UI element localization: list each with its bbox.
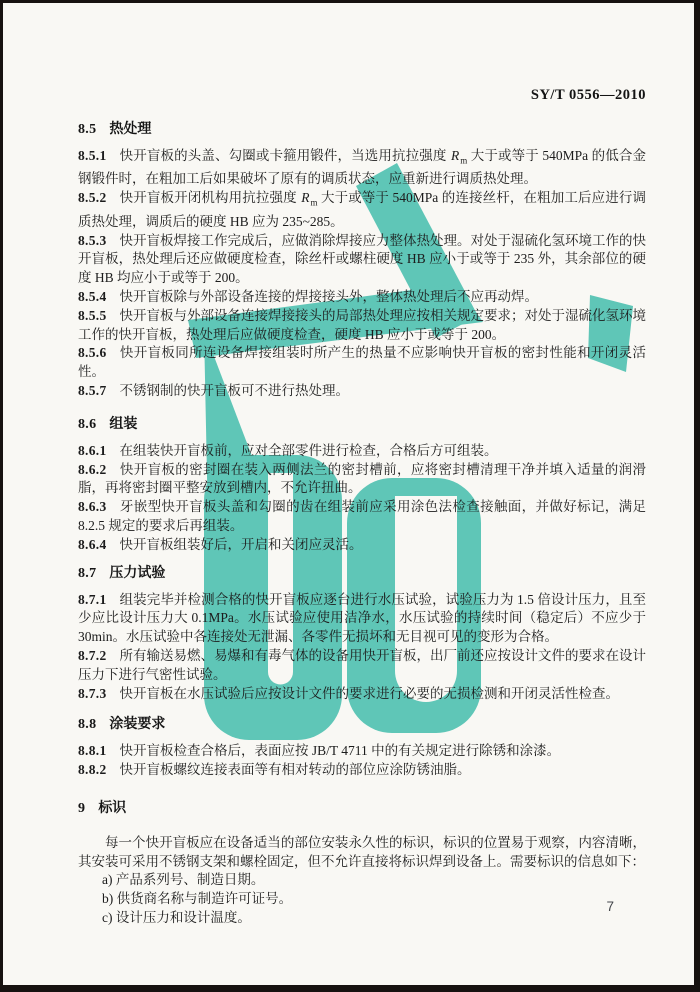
page-number: 7 bbox=[606, 899, 614, 914]
clause-text: 大于或等于 540MPa 的低合金钢锻件时，在粗加工后如果破坏了原有的调质状态，应重新进行调质热处理。 bbox=[78, 148, 646, 187]
clause-text: 快开盲板除与外部设备连接的焊接接头外，整体热处理后不应再动焊。 bbox=[119, 288, 538, 304]
clause-text: 快开盲板的头盖、勾圈或卡箍用锻件，当选用抗拉强度 bbox=[119, 148, 451, 163]
clause-8-7-3 bbox=[78, 685, 646, 704]
clause-number: 8.7.3 bbox=[78, 685, 107, 701]
section-title: 组装 bbox=[109, 416, 138, 432]
standard-code-header: SY/T 0556—2010 bbox=[530, 87, 646, 103]
clause-text: 大于或等于 540MPa 的连接丝杆，在粗加工后应进行调质热处理，调质后的硬度 HB 应为 235~285。 bbox=[78, 190, 646, 229]
section-8-6-heading bbox=[78, 415, 646, 434]
section-number: 8.5 bbox=[78, 122, 97, 137]
clause-text: 快开盲板开闭机构用抗拉强度 bbox=[119, 190, 301, 206]
clause-text: 组装完毕并检测合格的快开盲板应逐台进行水压试验，试验压力为 1.5 倍设计压力，且至少应比设计压力大 0.1MPa。水压试验应使用洁净水，水压试验的持续时间（稳定后）不应少于 30min。水压试验中各连接处无泄漏、各零件无损坏和无目视可见的变形为合格。 bbox=[78, 591, 646, 645]
section-number: 9 bbox=[78, 800, 86, 816]
clause-number: 8.6.4 bbox=[78, 536, 107, 552]
clause-number: 8.5.2 bbox=[78, 190, 107, 206]
section-title: 标识 bbox=[98, 800, 127, 816]
clause-8-5-6 bbox=[78, 344, 646, 382]
clause-number: 8.5.5 bbox=[78, 307, 107, 323]
symbol-R: R bbox=[451, 148, 460, 163]
symbol-R-subscript: m bbox=[310, 197, 318, 208]
section-title: 热处理 bbox=[109, 122, 152, 137]
clause-number: 8.5.3 bbox=[78, 232, 107, 248]
section-8-7-heading bbox=[78, 564, 646, 583]
section-title: 压力试验 bbox=[109, 565, 166, 581]
clause-text: 快开盲板组装好后，开启和关闭应灵活。 bbox=[119, 536, 363, 552]
clause-number: 8.6.2 bbox=[78, 461, 107, 477]
clause-8-5-7 bbox=[78, 382, 646, 401]
clause-number: 8.5.1 bbox=[78, 148, 107, 163]
clause-8-6-3 bbox=[78, 498, 646, 536]
clause-number: 8.6.1 bbox=[78, 442, 107, 458]
clause-8-5-1 bbox=[78, 147, 646, 189]
clause-8-6-1 bbox=[78, 442, 646, 461]
clause-8-8-1 bbox=[78, 742, 646, 761]
clause-8-7-1 bbox=[78, 591, 646, 647]
section-number: 8.7 bbox=[78, 565, 97, 581]
clause-8-5-2 bbox=[78, 189, 646, 231]
clause-number: 8.5.6 bbox=[78, 345, 107, 361]
section-8-5-heading bbox=[78, 120, 646, 139]
clause-text: 所有输送易燃、易爆和有毒气体的设备用快开盲板，出厂前还应按设计文件的要求在设计压力下进行气密性试验。 bbox=[78, 647, 646, 682]
section-number: 8.8 bbox=[78, 717, 97, 733]
clause-number: 8.7.1 bbox=[78, 591, 107, 607]
symbol-R: R bbox=[301, 190, 310, 206]
section-number: 8.6 bbox=[78, 416, 97, 432]
clause-text: 快开盲板焊接工作完成后，应做消除焊接应力整体热处理。对处于湿硫化氢环境工作的快开盲板，热处理后还应做硬度检查，除丝杆或螺柱硬度 HB 应小于或等于 235 外，其余部位的硬度 HB 均应小于或等于 200。 bbox=[78, 232, 646, 286]
clause-number: 8.5.7 bbox=[78, 382, 107, 398]
section-9-heading bbox=[78, 799, 646, 818]
document-content bbox=[3, 3, 694, 985]
clause-number: 8.6.3 bbox=[78, 499, 107, 515]
clause-number: 8.8.2 bbox=[78, 762, 107, 778]
clause-8-7-2 bbox=[78, 647, 646, 685]
clause-number: 8.5.4 bbox=[78, 288, 107, 304]
clause-number: 8.8.1 bbox=[78, 743, 107, 759]
symbol-R-subscript: m bbox=[460, 155, 468, 166]
clause-text: 快开盲板与外部设备连接焊接接头的局部热处理应按相关规定要求；对处于湿硫化氢环境工作的快开盲板，热处理后应做硬度检查，硬度 HB 应小于或等于 200。 bbox=[78, 307, 646, 342]
clause-text: 快开盲板检查合格后，表面应按 JB/T 4711 中的有关规定进行除锈和涂漆。 bbox=[119, 743, 561, 759]
clause-text: 快开盲板螺纹连接表面等有相对转动的部位应涂防锈油脂。 bbox=[119, 762, 471, 778]
clause-8-6-2 bbox=[78, 461, 646, 499]
clause-8-5-4 bbox=[78, 288, 646, 307]
section-title: 涂装要求 bbox=[109, 717, 166, 733]
section-8-8-heading bbox=[78, 715, 646, 734]
clause-8-5-5 bbox=[78, 307, 646, 345]
clause-text: 快开盲板在水压试验后应按设计文件的要求进行必要的无损检测和开闭灵活性检查。 bbox=[119, 685, 619, 701]
page-paper bbox=[3, 3, 694, 985]
clause-number: 8.7.2 bbox=[78, 647, 107, 663]
clause-8-8-2 bbox=[78, 761, 646, 780]
clause-text: 牙嵌型快开盲板头盖和勾圈的齿在组装前应采用涂色法检查接触面，并做好标记，满足 8.2.5 规定的要求后再组装。 bbox=[78, 499, 646, 533]
marking-list-item-c: c) 设计压力和设计温度。 bbox=[102, 910, 251, 926]
clause-text: 在组装快开盲板前，应对全部零件进行检查，合格后方可组装。 bbox=[119, 442, 498, 458]
clause-text: 不锈钢制的快开盲板可不进行热处理。 bbox=[119, 382, 349, 398]
marking-paragraph: 每一个快开盲板应在设备适当的部位安装永久性的标识，标识的位置易于观察，内容清晰，其安装可采用不锈钢支架和螺栓固定，但不允许直接将标识焊到设备上。需要标识的信息如下： bbox=[78, 834, 646, 869]
marking-list-item-b: b) 供货商名称与制造许可证号。 bbox=[102, 891, 293, 907]
clause-8-5-3 bbox=[78, 232, 646, 288]
clause-8-6-4 bbox=[78, 536, 646, 555]
clause-text: 快开盲板同所连设备焊接组装时所产生的热量不应影响快开盲板的密封性能和开闭灵活性。 bbox=[78, 345, 646, 380]
clause-text: 快开盲板的密封圈在装入两侧法兰的密封槽前，应将密封槽清理干净并填入适量的润滑脂，再将密封圈平整安放到槽内，不允许扭曲。 bbox=[78, 461, 646, 496]
marking-list-item-a: a) 产品系列号、制造日期。 bbox=[102, 872, 265, 888]
